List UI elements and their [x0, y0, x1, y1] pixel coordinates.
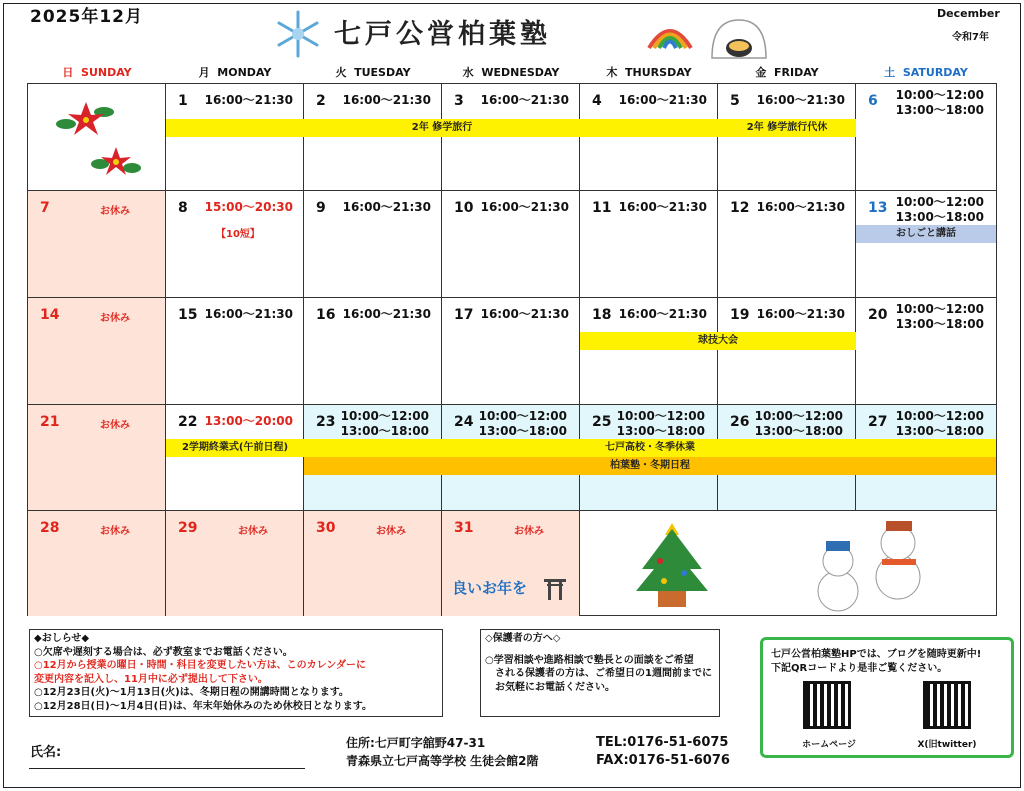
new-year-greeting: 良いお年を [452, 579, 528, 597]
day-number: 4 [592, 93, 602, 109]
notice-line: ○12月28日(日)～1月4日(日)は、年末年始休みのため休校日となります。 [34, 700, 372, 712]
open-hours: 10:00～12:00 13:00～18:00 [478, 409, 567, 438]
fax-number: FAX:0176-51-6076 [596, 753, 730, 768]
open-hours: 16:00～21:30 [756, 93, 845, 107]
day-number: 26 [730, 414, 750, 430]
open-hours: 16:00～21:30 [342, 307, 431, 321]
day-cell-4[interactable] [580, 84, 718, 191]
day-number: 22 [178, 414, 198, 430]
weekday-wednesday: 水 WEDNESDAY [462, 66, 560, 79]
day-number: 29 [178, 520, 198, 536]
day-cell-28[interactable] [28, 511, 166, 616]
open-hours: 16:00～21:30 [204, 93, 293, 107]
closed-label: お休み [238, 526, 268, 537]
kamakura-icon [708, 16, 770, 60]
notice-box [29, 629, 443, 717]
closed-label: お休み [100, 313, 130, 324]
day-number: 7 [40, 200, 50, 216]
open-hours: 16:00～21:30 [618, 93, 707, 107]
day-cell-20[interactable] [856, 298, 996, 405]
open-hours: 16:00～21:30 [342, 200, 431, 214]
open-hours: 10:00～12:00 13:00～18:00 [895, 88, 984, 117]
event-job-lecture: おしごと講話 [856, 225, 996, 243]
day-number: 19 [730, 307, 750, 323]
weekday-sunday: 日 SUNDAY [62, 66, 132, 79]
homepage-qr-code[interactable] [803, 681, 851, 729]
shrine-gate-icon [542, 575, 568, 601]
open-hours: 16:00～21:30 [756, 307, 845, 321]
closed-label: お休み [514, 526, 544, 537]
closed-label: お休み [100, 420, 130, 431]
day-cell-16[interactable] [304, 298, 442, 405]
sns-message: 下記QRコードより是非ご覧ください。 [771, 663, 948, 674]
illustration-cell [580, 511, 996, 616]
weekday-monday: 月 MONDAY [198, 66, 272, 79]
day-cell-9[interactable] [304, 191, 442, 298]
event-sports-day: 球技大会 [580, 332, 856, 350]
twitter-qr-code[interactable] [923, 681, 971, 729]
name-field-line[interactable] [29, 768, 305, 769]
day-cell-1[interactable] [166, 84, 304, 191]
open-hours: 16:00～21:30 [756, 200, 845, 214]
day-cell-6[interactable] [856, 84, 996, 191]
open-hours: 16:00～21:30 [204, 307, 293, 321]
guardians-box [480, 629, 720, 717]
weekday-tuesday: 火 TUESDAY [335, 66, 411, 79]
guardians-line: される保護者の方は、ご希望日の1週間前までに [495, 668, 712, 679]
notice-title: ◆おしらせ◆ [34, 633, 90, 644]
day-number: 2 [316, 93, 326, 109]
day-cell-31[interactable] [442, 511, 580, 616]
day-number: 5 [730, 93, 740, 109]
month-english: December [937, 7, 1000, 20]
day-number: 17 [454, 307, 474, 323]
contact-block [596, 734, 730, 770]
school-name: 七戸公営柏葉塾 [334, 19, 551, 50]
notice-line: ○欠席や遅刻する場合は、必ず教室までお電話ください。 [34, 646, 293, 658]
notice-line: ○12月から授業の曜日・時間・科目を変更したい方は、このカレンダーに [34, 660, 366, 671]
event-term-end: 2学期終業式(午前日程) [166, 439, 304, 457]
twitter-label: X(旧twitter) [917, 740, 977, 750]
day-cell-18[interactable] [580, 298, 718, 405]
open-hours: 16:00～21:30 [618, 307, 707, 321]
day-cell-12[interactable] [718, 191, 856, 298]
homepage-label: ホームページ [802, 740, 856, 750]
day-cell-22[interactable] [166, 405, 304, 511]
day-number: 27 [868, 414, 888, 430]
day-number: 21 [40, 414, 60, 430]
qr-code-box [760, 637, 1014, 758]
event-winter-schedule: 柏葉塾・冬期日程 [304, 457, 996, 475]
weekday-saturday: 土 SATURDAY [884, 66, 968, 79]
open-hours: 16:00～21:30 [618, 200, 707, 214]
open-hours: 10:00～12:00 13:00～18:00 [895, 195, 984, 224]
rainbow-icon [645, 14, 695, 50]
closed-label: お休み [100, 526, 130, 537]
day-cell-8[interactable] [166, 191, 304, 298]
day-number: 20 [868, 307, 888, 323]
day-number: 10 [454, 200, 474, 216]
guardians-title: ◇保護者の方へ◇ [485, 633, 561, 644]
day-cell-3[interactable] [442, 84, 580, 191]
event-trip-holiday: 2年 修学旅行代休 [718, 119, 856, 137]
christmas-tree-icon [580, 511, 996, 616]
day-number: 9 [316, 200, 326, 216]
event-school-trip: 2年 修学旅行 [166, 119, 718, 137]
day-cell-30[interactable] [304, 511, 442, 616]
snowflake-icon [273, 8, 323, 60]
day-number: 15 [178, 307, 198, 323]
address-line: 住所:七戸町字舘野47-31 [346, 736, 486, 750]
open-hours: 10:00～12:00 13:00～18:00 [754, 409, 843, 438]
day-number: 28 [40, 520, 60, 536]
day-number: 6 [868, 93, 878, 109]
short-day-note: 【10短】 [216, 229, 260, 240]
day-number: 16 [316, 307, 336, 323]
open-hours: 10:00～12:00 13:00～18:00 [616, 409, 705, 438]
day-number: 31 [454, 520, 474, 536]
open-hours: 16:00～21:30 [480, 307, 569, 321]
notice-line: ○12月23日(火)～1月13日(火)は、冬期日程の開講時間となります。 [34, 687, 349, 698]
day-number: 23 [316, 414, 336, 430]
day-cell-29[interactable] [166, 511, 304, 616]
day-number: 13 [868, 200, 888, 216]
open-hours: 16:00～21:30 [480, 200, 569, 214]
day-number: 18 [592, 307, 612, 323]
day-number: 30 [316, 520, 336, 536]
year-month-title: 2025年12月 [30, 7, 143, 27]
day-number: 12 [730, 200, 750, 216]
day-cell-19[interactable] [718, 298, 856, 405]
day-number: 25 [592, 414, 612, 430]
day-cell-10[interactable] [442, 191, 580, 298]
address-line: 青森県立七戸高等学校 生徒会館2階 [346, 754, 539, 768]
open-hours: 16:00～21:30 [480, 93, 569, 107]
open-hours: 10:00～12:00 13:00～18:00 [895, 409, 984, 438]
weekday-thursday: 木 THURSDAY [606, 66, 692, 79]
open-hours: 15:00～20:30 [204, 200, 293, 214]
day-cell-14[interactable] [28, 298, 166, 405]
day-cell-21[interactable] [28, 405, 166, 511]
address-block [346, 734, 539, 770]
day-number: 24 [454, 414, 474, 430]
open-hours: 10:00～12:00 13:00～18:00 [340, 409, 429, 438]
open-hours: 16:00～21:30 [342, 93, 431, 107]
open-hours: 13:00～20:00 [204, 414, 293, 428]
tel-number: TEL:0176-51-6075 [596, 735, 729, 750]
day-number: 8 [178, 200, 188, 216]
day-cell-empty [28, 84, 166, 191]
day-cell-11[interactable] [580, 191, 718, 298]
sns-message: 七戸公営柏葉塾HPでは、ブログを随時更新中! [771, 649, 982, 660]
closed-label: お休み [100, 206, 130, 217]
day-number: 3 [454, 93, 464, 109]
day-cell-7[interactable] [28, 191, 166, 298]
era-year: 令和7年 [952, 32, 989, 43]
event-winter-break: 七戸高校・冬季休業 [304, 439, 996, 457]
snowman-icon [810, 515, 930, 615]
day-cell-13[interactable] [856, 191, 996, 298]
notice-line: 変更内容を記入し、11月中に必ず提出して下さい。 [34, 673, 268, 685]
weekday-friday: 金 FRIDAY [755, 66, 819, 79]
day-number: 11 [592, 200, 612, 216]
day-cell-2[interactable] [304, 84, 442, 191]
school-logo [334, 12, 551, 51]
guardians-line: お気軽にお電話ください。 [495, 681, 615, 693]
name-label: 氏名: [30, 745, 62, 760]
guardians-line: ○学習相談や進路相談で塾長との面談をご希望 [485, 654, 694, 666]
day-number: 1 [178, 93, 188, 109]
day-cell-5[interactable] [718, 84, 856, 191]
poinsettia-icon [28, 84, 166, 191]
calendar-grid [27, 83, 997, 616]
open-hours: 10:00～12:00 13:00～18:00 [895, 302, 984, 331]
day-number: 14 [40, 307, 60, 323]
day-cell-15[interactable] [166, 298, 304, 405]
day-cell-17[interactable] [442, 298, 580, 405]
closed-label: お休み [376, 526, 406, 537]
